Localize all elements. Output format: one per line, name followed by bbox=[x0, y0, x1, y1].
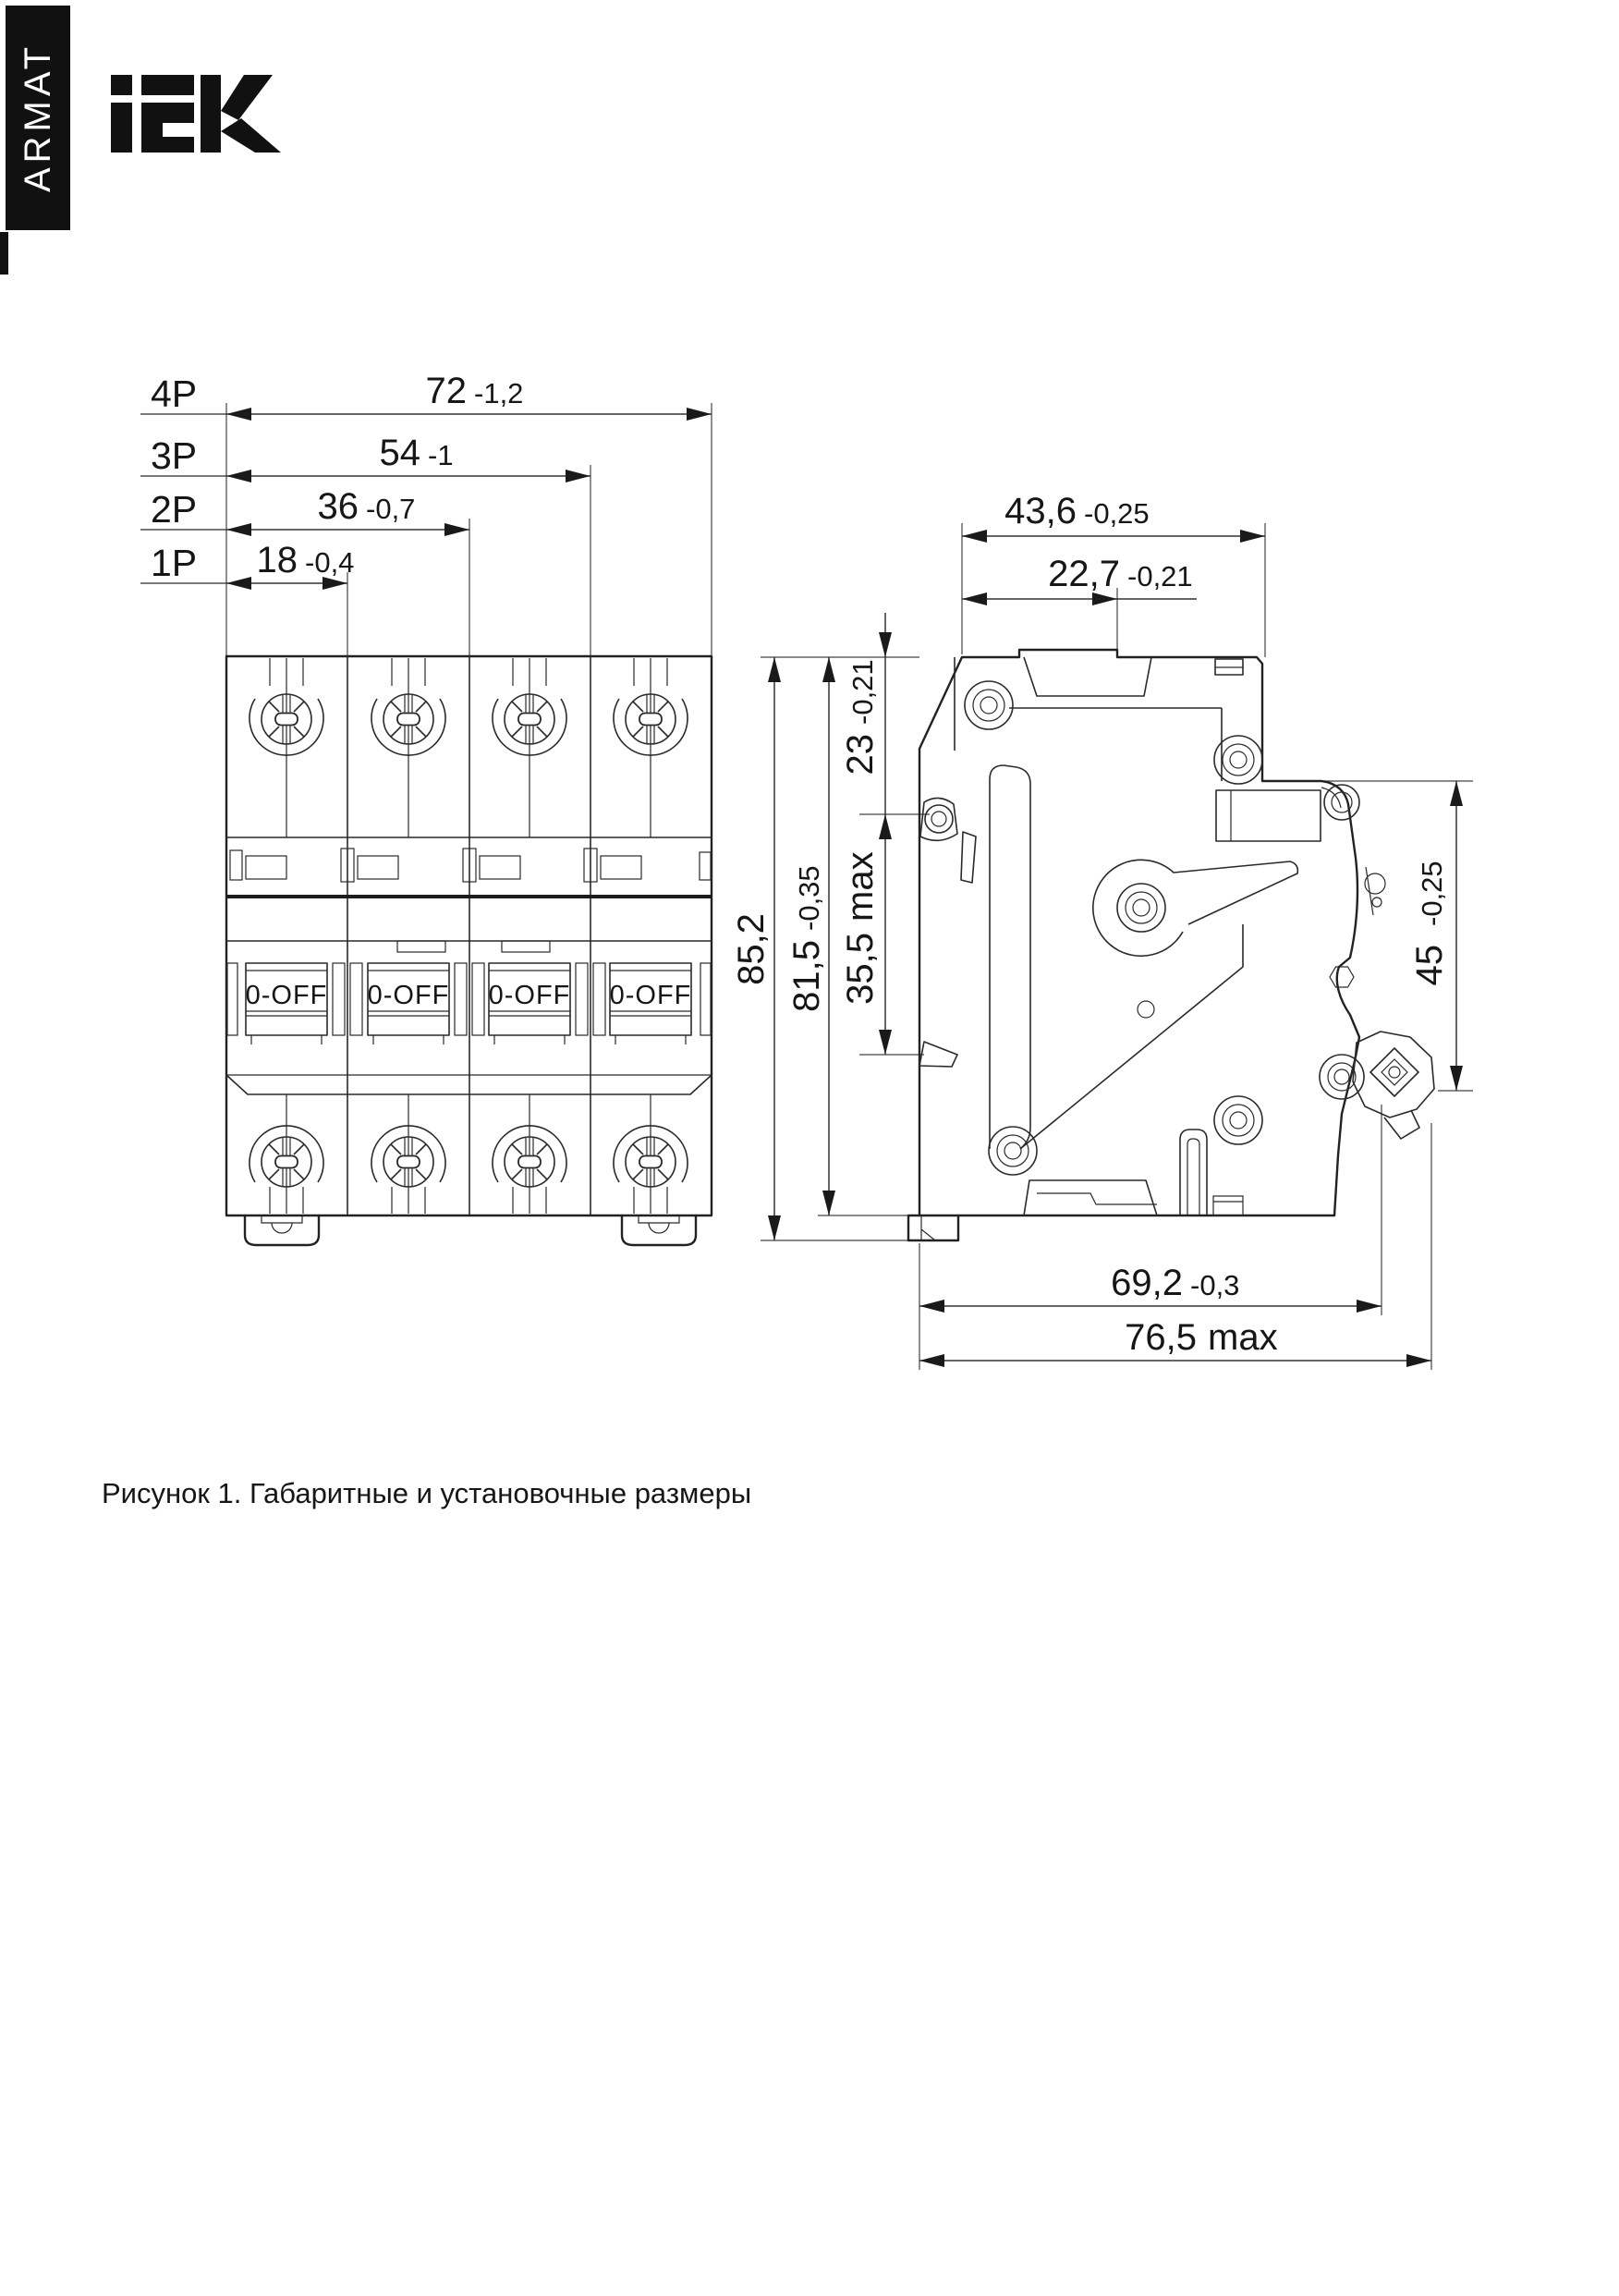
svg-text:-0,25: -0,25 bbox=[1416, 861, 1448, 926]
svg-text:23: 23 bbox=[840, 734, 881, 776]
dim-22-7-tolerance: -0,21 bbox=[1127, 560, 1193, 592]
side-view-dimensions bbox=[731, 491, 1473, 1370]
armat-label: ARMAT bbox=[17, 43, 58, 193]
svg-text:-0,21: -0,21 bbox=[846, 659, 879, 725]
dim-23 bbox=[840, 659, 881, 775]
toggle-label: 0-OFF bbox=[609, 981, 692, 1010]
dim-76-5-value: 76,5 bbox=[1125, 1317, 1197, 1358]
toggle-pole-1 bbox=[246, 963, 328, 1044]
front-view-body bbox=[226, 656, 712, 1245]
svg-text:85,2: 85,2 bbox=[731, 913, 772, 985]
dim-22-7-value: 22,7 bbox=[1048, 554, 1120, 594]
dim-45 bbox=[1409, 861, 1450, 985]
dim-81-5 bbox=[786, 865, 827, 1012]
figure-caption: Рисунок 1. Габаритные и установочные размеры bbox=[102, 1477, 752, 1509]
svg-text:-0,35: -0,35 bbox=[793, 865, 825, 931]
dim-76-5-suffix: max bbox=[1208, 1317, 1278, 1358]
top-terminal-screws bbox=[250, 658, 688, 837]
dim-69-2-value: 69,2 bbox=[1111, 1263, 1183, 1303]
dim-43-6-tolerance: -0,25 bbox=[1084, 497, 1150, 530]
svg-text:81,5: 81,5 bbox=[786, 940, 827, 1012]
toggle-label: 0-OFF bbox=[488, 981, 571, 1010]
dim-43-6-value: 43,6 bbox=[1004, 491, 1077, 531]
rivets bbox=[920, 681, 1364, 1175]
side-view-body bbox=[908, 650, 1434, 1240]
front-view-dimensions bbox=[140, 371, 712, 656]
dim-54-tolerance: -1 bbox=[428, 439, 454, 471]
pole-count-4p: 4P bbox=[151, 372, 198, 415]
side-view bbox=[731, 491, 1473, 1370]
dim-36-tolerance: -0,7 bbox=[366, 493, 416, 525]
din-rail-tabs bbox=[245, 1215, 696, 1245]
clamp-screw bbox=[1353, 1032, 1434, 1139]
toggle-label: 0-OFF bbox=[367, 981, 450, 1010]
dim-18-value: 18 bbox=[256, 540, 298, 580]
toggle-pole-2 bbox=[368, 963, 450, 1044]
dim-85-2 bbox=[731, 913, 772, 985]
dim-72-tolerance: -1,2 bbox=[474, 377, 524, 409]
din-tab-side bbox=[908, 1215, 958, 1240]
dim-35-5 bbox=[840, 851, 881, 1004]
dim-18-tolerance: -0,4 bbox=[305, 546, 355, 579]
toggle-pole-3 bbox=[489, 963, 571, 1044]
pole-count-2p: 2P bbox=[151, 488, 198, 531]
front-view bbox=[140, 371, 712, 1245]
toggle-label: 0-OFF bbox=[245, 981, 328, 1010]
pole-count-1p: 1P bbox=[151, 542, 198, 584]
breaker-outline-side bbox=[919, 650, 1359, 1215]
dim-72-value: 72 bbox=[425, 371, 467, 411]
dim-69-2-tolerance: -0,3 bbox=[1190, 1269, 1240, 1301]
svg-text:35,5: 35,5 bbox=[840, 933, 881, 1005]
svg-text:max: max bbox=[840, 851, 881, 922]
toggle-pole-4 bbox=[610, 963, 692, 1044]
pole-dividers bbox=[347, 656, 590, 1215]
dim-54-value: 54 bbox=[379, 433, 420, 473]
pole-count-3p: 3P bbox=[151, 434, 198, 477]
dim-36-value: 36 bbox=[317, 486, 359, 527]
svg-text:45: 45 bbox=[1409, 945, 1450, 986]
